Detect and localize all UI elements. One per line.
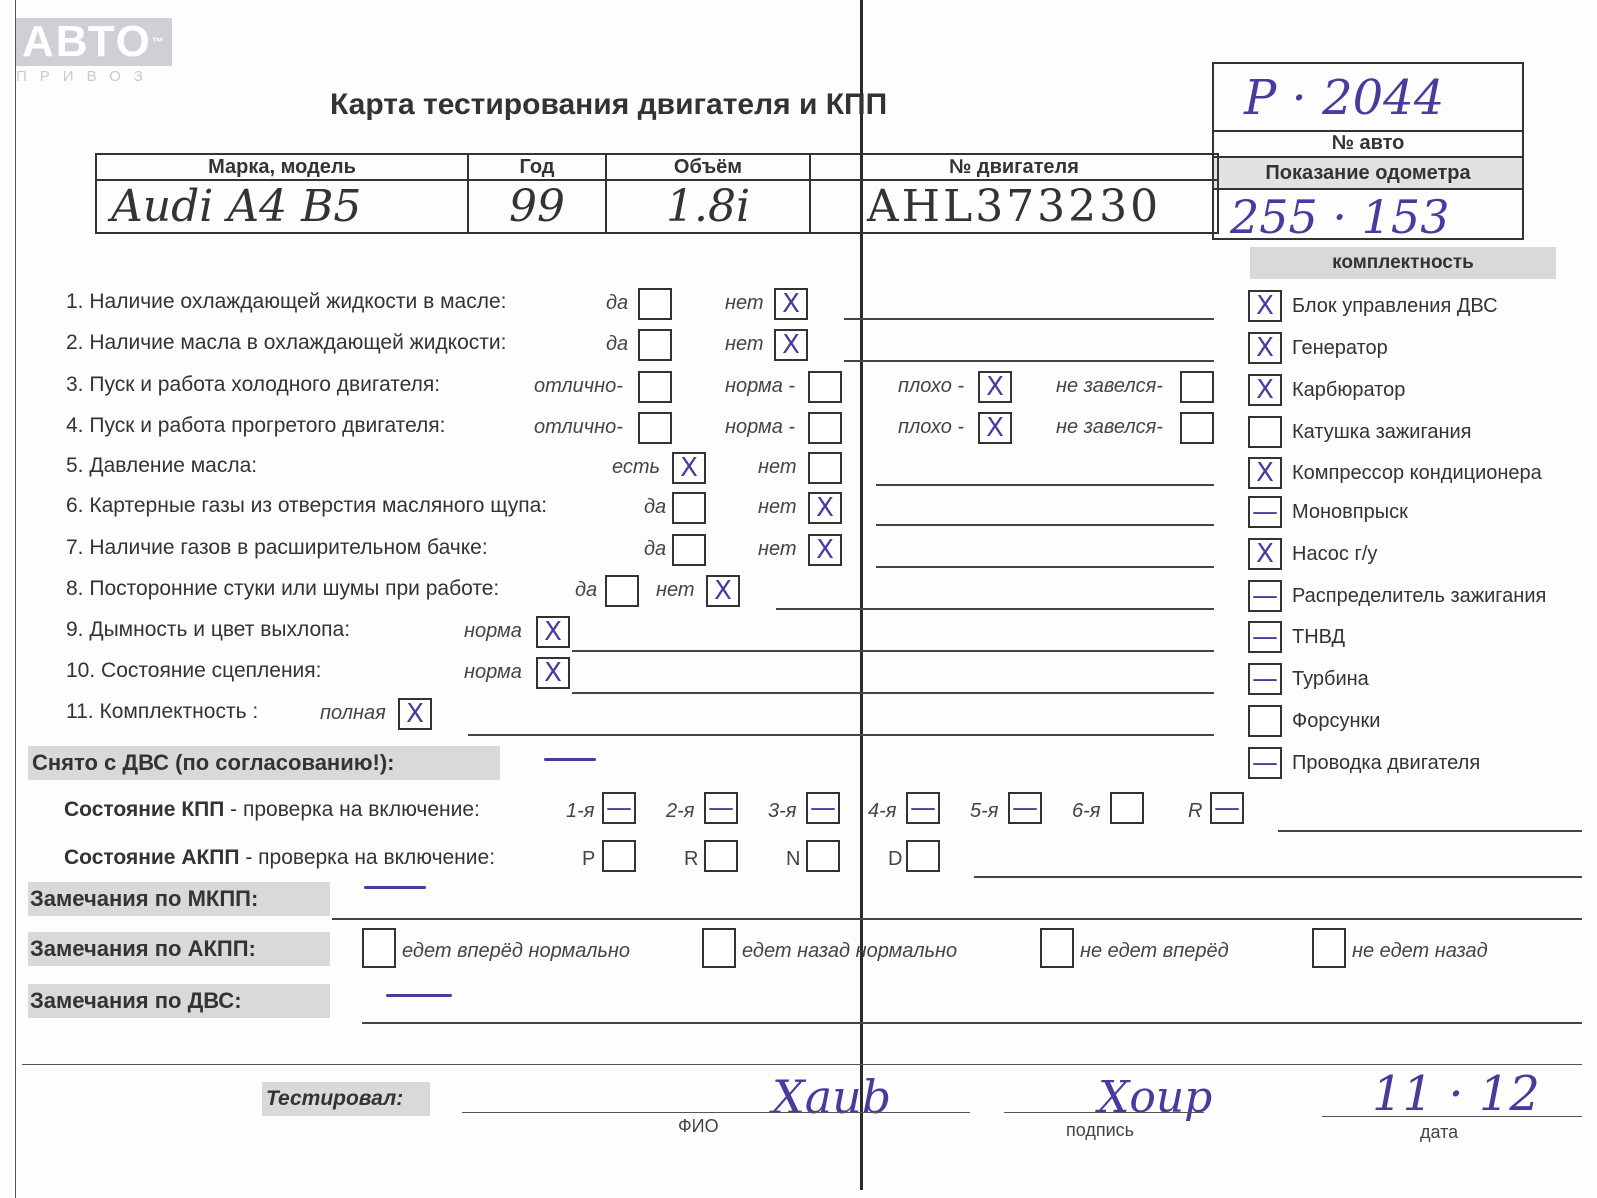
akpp-forward-ok-label: едет вперёд нормально bbox=[402, 940, 631, 962]
q5-option-no: нет bbox=[758, 456, 797, 478]
q3-option-norm: норма - bbox=[725, 375, 796, 397]
q3-checkbox-bad[interactable]: X bbox=[978, 371, 1012, 403]
col-volume-label: Объём bbox=[606, 154, 810, 180]
komplekt-checkbox-mono-injection[interactable]: — bbox=[1248, 496, 1282, 528]
question-3: 3. Пуск и работа холодного двигателя: bbox=[66, 373, 441, 396]
q1-checkbox-da[interactable] bbox=[638, 288, 672, 320]
kpp-gear-6-checkbox[interactable] bbox=[1110, 792, 1144, 824]
akpp-mode-p-checkbox[interactable] bbox=[602, 840, 636, 872]
q7-checkbox-net[interactable]: X bbox=[808, 534, 842, 566]
akpp-mode-d-label: D bbox=[888, 848, 903, 870]
q8-option-net: нет bbox=[656, 579, 695, 601]
q5-checkbox-no[interactable] bbox=[808, 452, 842, 484]
question-5: 5. Давление масла: bbox=[66, 454, 258, 477]
komplekt-checkbox-ignition-coil[interactable] bbox=[1248, 416, 1282, 448]
q3-checkbox-excellent[interactable] bbox=[638, 371, 672, 403]
question-6: 6. Картерные газы из отверстия масляного щупа: bbox=[66, 494, 548, 517]
komplekt-checkbox-ps-pump[interactable]: X bbox=[1248, 538, 1282, 570]
akpp-reverse-ok-label: едет назад нормально bbox=[742, 940, 958, 962]
col-engine-no-label: № двигателя bbox=[810, 154, 1218, 180]
remarks-akpp-label: Замечания по АКПП: bbox=[30, 936, 256, 961]
remarks-dvs-label: Замечания по ДВС: bbox=[30, 988, 242, 1013]
komplekt-label-wiring: Проводка двигателя bbox=[1292, 752, 1481, 774]
car-number-box bbox=[1212, 62, 1524, 244]
komplekt-checkbox-turbine[interactable]: — bbox=[1248, 663, 1282, 695]
kpp-gear-2-label: 2-я bbox=[666, 800, 695, 822]
car-number-label: № авто bbox=[1331, 132, 1405, 154]
q8-checkbox-da[interactable] bbox=[605, 575, 639, 607]
komplekt-label-mono-injection: Моновпрыск bbox=[1292, 501, 1408, 523]
page-title: Карта тестирования двигателя и КПП bbox=[330, 88, 888, 121]
komplekt-checkbox-tnvd[interactable]: — bbox=[1248, 621, 1282, 653]
odometer-label: Показание одометра bbox=[1214, 156, 1522, 190]
question-9: 9. Дымность и цвет выхлопа: bbox=[66, 618, 351, 641]
akpp-no-forward-label: не едет вперёд bbox=[1080, 940, 1229, 962]
col-year-label: Год bbox=[468, 154, 606, 180]
odometer-value: 255 · 153 bbox=[1230, 190, 1450, 244]
model-value: Audi A4 B5 bbox=[96, 180, 468, 233]
col-model-label: Марка, модель bbox=[96, 154, 468, 180]
q5-checkbox-yes[interactable]: X bbox=[672, 452, 706, 484]
akpp-no-reverse-label: не едет назад bbox=[1352, 940, 1488, 962]
q10-checkbox-norm[interactable]: X bbox=[536, 657, 570, 689]
q4-option-bad: плохо - bbox=[898, 416, 965, 438]
komplekt-title: комплектность bbox=[1332, 252, 1474, 273]
kpp-gear-5-label: 5-я bbox=[970, 800, 999, 822]
komplekt-label-turbine: Турбина bbox=[1292, 668, 1369, 690]
question-7: 7. Наличие газов в расширительном бачке: bbox=[66, 536, 488, 559]
q10-option-norm: норма bbox=[464, 661, 522, 683]
q4-option-norm: норма - bbox=[725, 416, 796, 438]
q4-option-excellent: отлично- bbox=[534, 416, 623, 438]
q4-checkbox-no-start[interactable] bbox=[1180, 412, 1214, 444]
fio-value: Xaиb bbox=[772, 1070, 892, 1124]
komplekt-label-injectors: Форсунки bbox=[1292, 710, 1381, 732]
kpp-gear-2-checkbox[interactable]: — bbox=[704, 792, 738, 824]
komplekt-label-ignition-coil: Катушка зажигания bbox=[1292, 421, 1472, 443]
komplekt-checkbox-wiring[interactable]: — bbox=[1248, 747, 1282, 779]
q7-option-net: нет bbox=[758, 538, 797, 560]
akpp-mode-n-checkbox[interactable] bbox=[806, 840, 840, 872]
kpp-gear-r-checkbox[interactable]: — bbox=[1210, 792, 1244, 824]
q2-option-da: да bbox=[606, 333, 629, 355]
akpp-no-reverse-checkbox[interactable] bbox=[1312, 928, 1346, 968]
q7-checkbox-da[interactable] bbox=[672, 534, 706, 566]
kpp-label: Состояние КПП - проверка на включение: bbox=[64, 798, 480, 821]
akpp-reverse-ok-checkbox[interactable] bbox=[702, 928, 736, 968]
q8-option-da: да bbox=[575, 579, 598, 601]
kpp-gear-r-label: R bbox=[1188, 800, 1203, 822]
akpp-no-forward-checkbox[interactable] bbox=[1040, 928, 1074, 968]
date-value: 11 · 12 bbox=[1372, 1066, 1540, 1122]
kpp-gear-1-checkbox[interactable]: — bbox=[602, 792, 636, 824]
komplekt-checkbox-ecu[interactable]: X bbox=[1248, 290, 1282, 322]
komplekt-checkbox-injectors[interactable] bbox=[1248, 705, 1282, 737]
car-number-value: P · 2044 bbox=[1244, 70, 1445, 126]
q1-checkbox-net[interactable]: X bbox=[774, 288, 808, 320]
volume-value: 1.8i bbox=[606, 180, 810, 233]
remarks-mkpp-dash bbox=[364, 886, 426, 889]
q8-checkbox-net[interactable]: X bbox=[706, 575, 740, 607]
kpp-gear-1-label: 1-я bbox=[566, 800, 595, 822]
question-11: 11. Комплектность : bbox=[66, 700, 259, 723]
question-2: 2. Наличие масла в охлаждающей жидкости: bbox=[66, 331, 507, 354]
akpp-mode-d-checkbox[interactable] bbox=[906, 840, 940, 872]
q7-option-da: да bbox=[644, 538, 667, 560]
q3-option-no-start: не завелся- bbox=[1056, 375, 1163, 397]
komplekt-checkbox-generator[interactable]: X bbox=[1248, 332, 1282, 364]
q9-checkbox-norm[interactable]: X bbox=[536, 616, 570, 648]
q11-checkbox-full[interactable]: X bbox=[398, 698, 432, 730]
komplekt-label-ps-pump: Насос г/у bbox=[1292, 543, 1378, 565]
removed-dash-mark bbox=[544, 758, 596, 761]
question-1: 1. Наличие охлаждающей жидкости в масле: bbox=[66, 290, 507, 313]
q5-option-yes: есть bbox=[612, 456, 661, 478]
remarks-mkpp-label: Замечания по МКПП: bbox=[30, 886, 259, 911]
komplekt-label-carburetor: Карбюратор bbox=[1292, 379, 1406, 401]
logo: АВТО™ ПРИВОЗ bbox=[16, 18, 172, 85]
tested-by-label: Тестировал: bbox=[266, 1087, 404, 1110]
removed-label: Снято с ДВС (по согласованию!): bbox=[32, 750, 395, 775]
engine-no-value: AHL373230 bbox=[810, 180, 1218, 233]
akpp-mode-r-checkbox[interactable] bbox=[704, 840, 738, 872]
q6-option-da: да bbox=[644, 496, 667, 518]
q3-checkbox-no-start[interactable] bbox=[1180, 371, 1214, 403]
q11-option-full: полная bbox=[320, 702, 386, 724]
vehicle-header-table bbox=[95, 153, 1219, 234]
q2-option-net: нет bbox=[725, 333, 764, 355]
q9-option-norm: норма bbox=[464, 620, 522, 642]
q6-checkbox-da[interactable] bbox=[672, 492, 706, 524]
akpp-mode-p-label: P bbox=[582, 848, 596, 870]
q3-checkbox-norm[interactable] bbox=[808, 371, 842, 403]
question-4: 4. Пуск и работа прогретого двигателя: bbox=[66, 414, 446, 437]
q3-option-excellent: отлично- bbox=[534, 375, 623, 397]
q6-checkbox-net[interactable]: X bbox=[808, 492, 842, 524]
komplekt-label-distributor: Распределитель зажигания bbox=[1292, 585, 1547, 607]
q4-checkbox-norm[interactable] bbox=[808, 412, 842, 444]
q4-checkbox-bad[interactable]: X bbox=[978, 412, 1012, 444]
komplekt-label-generator: Генератор bbox=[1292, 337, 1388, 359]
page-edge-line bbox=[15, 0, 16, 1198]
komplekt-label-ac-compressor: Компрессор кондиционера bbox=[1292, 462, 1542, 484]
question-8: 8. Посторонние стуки или шумы при работе: bbox=[66, 577, 500, 600]
remarks-dvs-dash bbox=[386, 994, 452, 997]
date-label: дата bbox=[1420, 1122, 1459, 1142]
kpp-gear-4-checkbox[interactable]: — bbox=[906, 792, 940, 824]
q2-checkbox-net[interactable]: X bbox=[774, 329, 808, 361]
fio-label: ФИО bbox=[678, 1116, 719, 1136]
q4-checkbox-excellent[interactable] bbox=[638, 412, 672, 444]
kpp-gear-3-label: 3-я bbox=[768, 800, 797, 822]
q4-option-no-start: не завелся- bbox=[1056, 416, 1163, 438]
kpp-gear-3-checkbox[interactable]: — bbox=[806, 792, 840, 824]
q1-option-da: да bbox=[606, 292, 629, 314]
kpp-gear-5-checkbox[interactable]: — bbox=[1008, 792, 1042, 824]
signature-label: подпись bbox=[1066, 1120, 1135, 1140]
komplekt-label-ecu: Блок управления ДВС bbox=[1292, 295, 1498, 317]
q2-checkbox-da[interactable] bbox=[638, 329, 672, 361]
signature-value: Xoup bbox=[1098, 1072, 1213, 1123]
akpp-forward-ok-checkbox[interactable] bbox=[362, 928, 396, 968]
komplekt-label-tnvd: ТНВД bbox=[1292, 626, 1346, 648]
akpp-mode-r-label: R bbox=[684, 848, 699, 870]
akpp-label: Состояние АКПП - проверка на включение: bbox=[64, 846, 496, 869]
kpp-gear-6-label: 6-я bbox=[1072, 800, 1101, 822]
komplekt-checkbox-carburetor[interactable]: X bbox=[1248, 374, 1282, 406]
kpp-gear-4-label: 4-я bbox=[868, 800, 897, 822]
question-10: 10. Состояние сцепления: bbox=[66, 659, 322, 682]
year-value: 99 bbox=[468, 180, 606, 233]
komplekt-checkbox-distributor[interactable]: — bbox=[1248, 580, 1282, 612]
komplekt-checkbox-ac-compressor[interactable]: X bbox=[1248, 457, 1282, 489]
akpp-mode-n-label: N bbox=[786, 848, 801, 870]
q6-option-net: нет bbox=[758, 496, 797, 518]
q3-option-bad: плохо - bbox=[898, 375, 965, 397]
q1-option-net: нет bbox=[725, 292, 764, 314]
